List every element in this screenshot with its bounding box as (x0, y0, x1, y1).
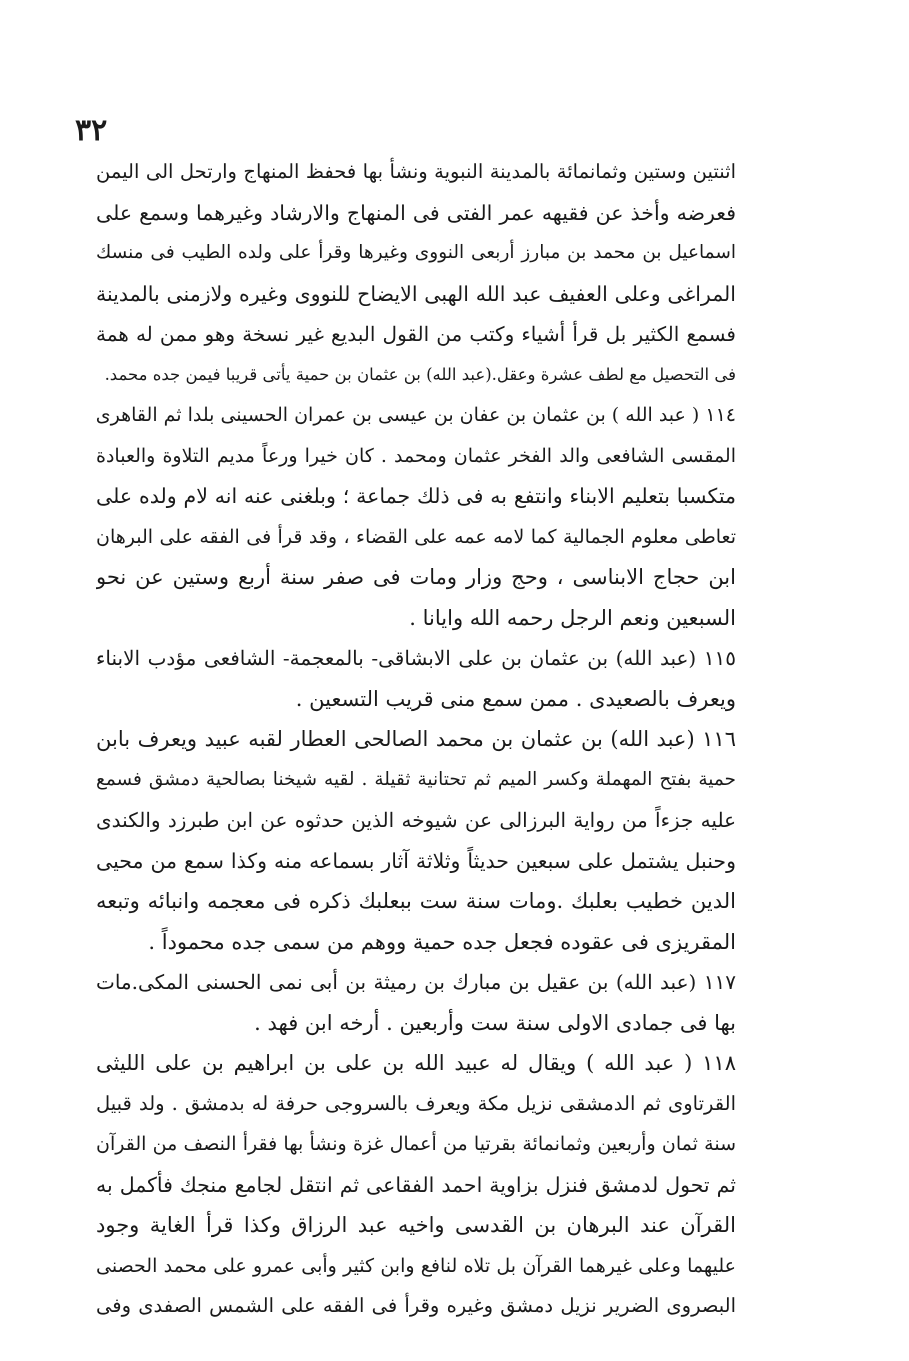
text-line: فسمع الكثير بل قرأ أشياء وكتب من القول البديع غير نسخة وهو ممن له همة (96, 322, 736, 346)
text-line: متكسبا بتعليم الابناء وانتفع به فى ذلك جماعة ؛ وبلغنى عنه انه لام ولده على (96, 484, 736, 508)
text-line: ويعرف بالصعيدى . ممن سمع منى قريب التسعين . (295, 686, 736, 711)
text-line: القرتاوى ثم الدمشقى نزيل مكة ويعرف بالسروجى حرفة له بدمشق . ولد قبيل (96, 1091, 736, 1115)
text-line: القرآن عند البرهان بن القدسى واخيه عبد الرزاق وكذا قرأ الغاية وجود (96, 1213, 736, 1237)
text-line: المقريزى فى عقوده فجعل جده حمية ووهم من سمى جده محموداً . (148, 929, 736, 954)
text-line: اسماعيل بن محمد بن مبارز أربعى النووى وغيرها وقرأ على ولده الطيب فى منسك (96, 242, 736, 263)
text-line: تعاطى معلوم الجمالية كما لامه عمه على القضاء ، وقد قرأ فى الفقه على البرهان (96, 525, 736, 548)
text-line: فى التحصيل مع لطف عشرة وعقل.(عبد الله) بن عثمان بن حمية يأتى قريبا فيمن جده محمد. (104, 364, 736, 384)
text-line: بها فى جمادى الاولى سنة ست وأربعين . أرخه ابن فهد . (254, 1010, 736, 1035)
text-line: ١١٤ ( عبد الله ) بن عثمان بن عفان بن عيسى بن عمران الحسينى بلدا ثم القاهرى (96, 404, 736, 426)
text-line: عليهما وعلى غيرهما القرآن بل تلاه لنافع وابن كثير وأبى عمرو على محمد الحصنى (96, 1254, 736, 1277)
text-line: حمية بفتح المهملة وكسر الميم ثم تحتانية ثقيلة . لقيه شيخنا بصالحية دمشق فسمع (96, 768, 736, 790)
text-line: عليه جزءاً من رواية البرزالى عن شيوخه الذين حدثوه عن ابن طبرزد والكندى (96, 808, 736, 832)
text-line: فعرضه وأخذ عن فقيهه عمر الفتى فى المنهاج والارشاد وغيرهما وسمع على (96, 200, 736, 225)
text-line: ١١٥ (عبد الله) بن عثمان بن على الابشاقى- بالمعجمة- الشافعى مؤدب الابناء (96, 646, 736, 670)
text-line: وحنبل يشتمل على سبعين حديثاً وثلاثة آثار بسماعه منه وكذا سمع من محيى (96, 848, 736, 873)
text-line: ابن حجاج الابناسى ، وحج وزار ومات فى صفر سنة أربع وستين عن نحو (96, 565, 736, 589)
text-line: المراغى وعلى العفيف عبد الله الهبى الايضاح للنووى وغيره ولازمنى بالمدينة (96, 281, 736, 306)
text-line: ١١٧ (عبد الله) بن عقيل بن مبارك بن رميثة بن أبى نمى الحسنى المكى.مات (96, 970, 736, 994)
text-line: الدين خطيب بعلبك .ومات سنة ست ببعلبك ذكره فى معجمه وانبائه وتبعه (96, 889, 736, 913)
page-body-text (96, 152, 736, 1327)
text-line: سنة ثمان وأربعين وثمانمائة بقرتيا من أعمال غزة ونشأ بها فقرأ النصف من القرآن (96, 1133, 736, 1155)
text-line: المقسى الشافعى والد الفخر عثمان ومحمد . كان خيرا ورعاً مديم التلاوة والعبادة (96, 444, 736, 467)
page-number: ٣٢ (75, 113, 108, 148)
text-line: ١١٦ (عبد الله) بن عثمان بن محمد الصالحى العطار لقبه عبيد ويعرف بابن (96, 727, 736, 751)
text-line: ١١٨ ( عبد الله ) ويقال له عبيد الله بن على بن ابراهيم بن على الليثى (96, 1051, 736, 1075)
text-line: السبعين ونعم الرجل رحمه الله وايانا . (409, 605, 736, 630)
text-line: اثنتين وستين وثمانمائة بالمدينة النبوية ونشأ بها فحفظ المنهاج وارتحل الى اليمن (96, 160, 736, 183)
text-line: البصروى الضرير نزيل دمشق وغيره وقرأ فى الفقه على الشمس الصفدى وفى (96, 1294, 736, 1317)
text-line: ثم تحول لدمشق فنزل بزاوية احمد الفقاعى ثم انتقل لجامع منجك فأكمل به (96, 1172, 736, 1197)
